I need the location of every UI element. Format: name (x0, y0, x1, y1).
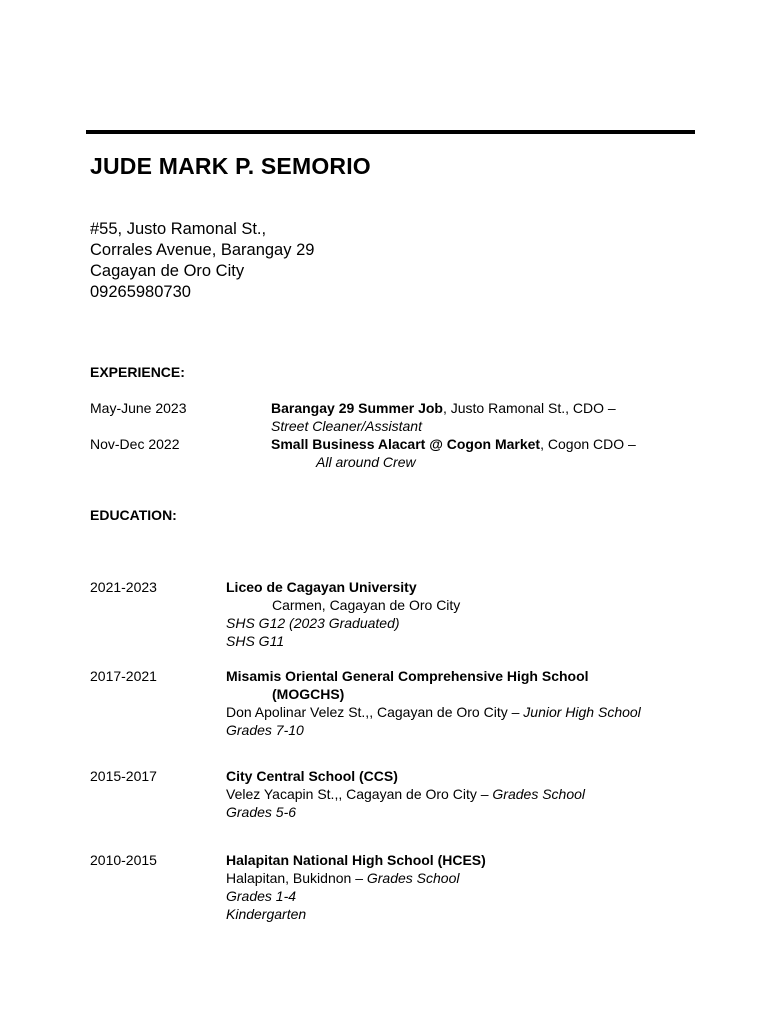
education-date: 2021-2023 (90, 579, 157, 595)
school-name: City Central School (CCS) (226, 768, 398, 784)
education-details (226, 767, 585, 821)
school-name-continued: (MOGCHS) (272, 686, 345, 702)
education-details (226, 578, 460, 650)
education-details (226, 667, 641, 739)
resume-name: JUDE MARK P. SEMORIO (90, 153, 371, 179)
school-location: Velez Yacapin St.,, Cagayan de Oro City – (226, 786, 493, 802)
address-line-2: Corrales Avenue, Barangay 29 (90, 241, 315, 259)
school-level: Junior High School (523, 704, 641, 720)
school-grades: Grades 1-4 (226, 888, 297, 904)
school-name: Halapitan National High School (HCES) (226, 852, 486, 868)
experience-heading: EXPERIENCE: (90, 364, 185, 380)
experience-location: , Justo Ramonal St., CDO – (442, 400, 616, 416)
school-name: Liceo de Cagayan University (226, 579, 417, 595)
school-extra: Kindergarten (226, 906, 307, 922)
experience-date: May-June 2023 (90, 400, 187, 416)
experience-role: Street Cleaner/Assistant (271, 418, 422, 434)
experience-details (271, 435, 636, 471)
education-date: 2017-2021 (90, 668, 157, 684)
school-level: Grades School (492, 786, 586, 802)
school-level: SHS G12 (2023 Graduated) (226, 615, 400, 631)
education-date: 2010-2015 (90, 852, 157, 868)
experience-org: Small Business Alacart @ Cogon Market (271, 436, 541, 452)
school-level: Grades School (366, 870, 460, 886)
school-level: SHS G11 (226, 633, 285, 649)
education-details (226, 851, 486, 923)
education-heading: EDUCATION: (90, 507, 177, 523)
experience-org: Barangay 29 Summer Job (271, 400, 443, 416)
phone-number: 09265980730 (90, 283, 191, 301)
school-location: Carmen, Cagayan de Oro City (272, 597, 461, 613)
address-line-1: #55, Justo Ramonal St., (90, 220, 267, 238)
school-name: Misamis Oriental General Comprehensive High School (226, 668, 589, 684)
experience-location: , Cogon CDO – (540, 436, 636, 452)
school-location: Halapitan, Bukidnon – (226, 870, 367, 886)
school-location: Don Apolinar Velez St.,, Cagayan de Oro City – (226, 704, 524, 720)
header-rule (86, 130, 695, 134)
education-date: 2015-2017 (90, 768, 157, 784)
school-grades: Grades 7-10 (226, 722, 304, 738)
experience-details (271, 399, 616, 435)
experience-date: Nov-Dec 2022 (90, 436, 180, 452)
address-line-3: Cagayan de Oro City (90, 262, 245, 280)
school-grades: Grades 5-6 (226, 804, 297, 820)
experience-role: All around Crew (316, 454, 416, 470)
contact-block (90, 219, 314, 303)
